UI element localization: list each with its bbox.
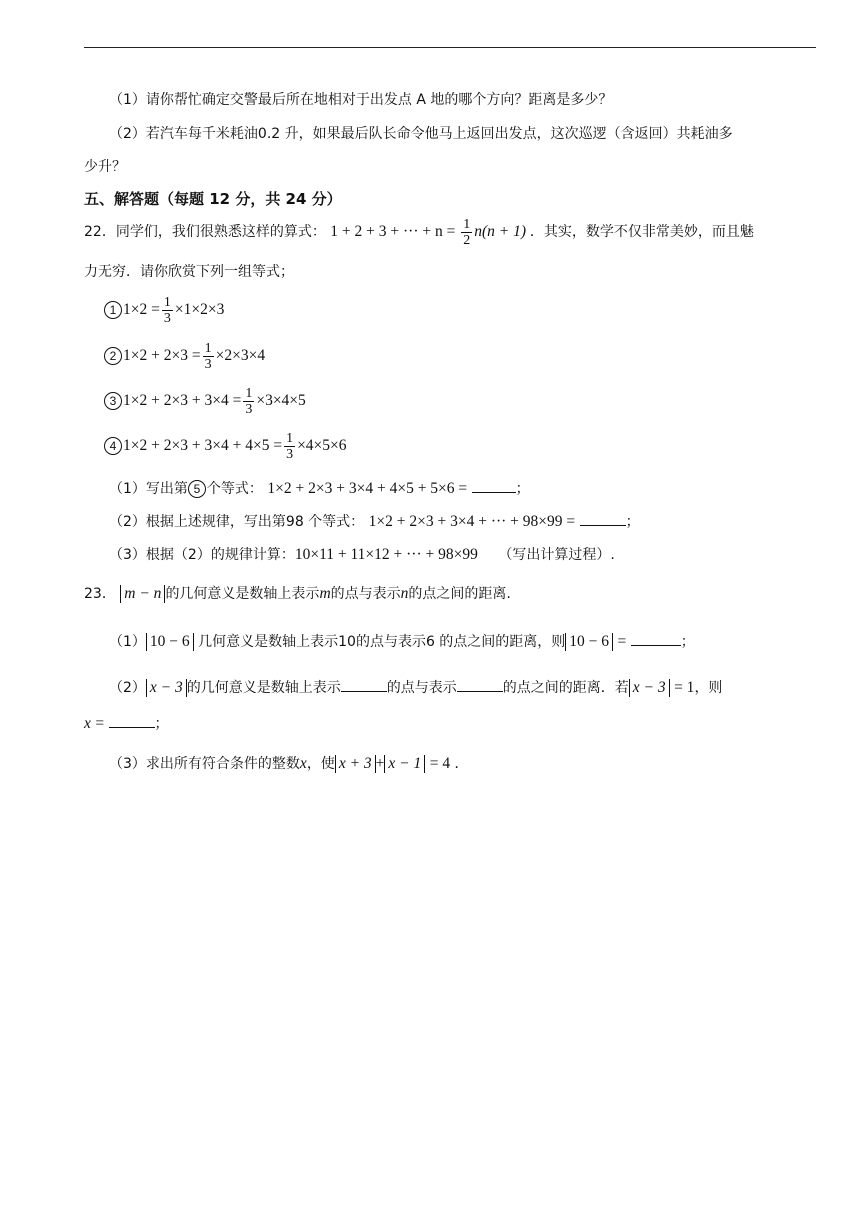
q22-part2: （2）根据上述规律，写出第98 个等式： 1×2 + 2×3 + 3×4 + ··· + 98×99 = ；: [109, 513, 640, 530]
abs-expression: 10 − 6: [146, 633, 194, 651]
equation-3: 3 1×2 + 2×3 + 3×4 = $\frac{1}{3}$ ×3×4×5: [104, 384, 306, 418]
circled-number: 3: [104, 392, 122, 410]
circled-number: 5: [188, 480, 206, 498]
circled-number: 1: [104, 301, 122, 319]
equation-1: 1 1×2 = $\frac{1}{3}$ ×1×2×3: [104, 293, 224, 327]
abs-expression: 10 − 6: [565, 633, 613, 651]
q22-part1: （1）写出第 5 个等式： 1×2 + 2×3 + 3×4 + 4×5 + 5×6 = ；: [109, 480, 530, 497]
q23-part1: （1） 10 − 6 几何意义是数轴上表示10的点与表示6 的点之间的距离，则 10 − 6 = ；: [109, 633, 695, 650]
q21-part2: （2）若汽车每千米耗油0.2 升，如果最后队长命令他马上返回出发点，这次巡逻（含返回）共耗油多: [109, 126, 733, 142]
answer-blank[interactable]: [472, 478, 516, 493]
q22-intro: 22．同学们，我们很熟悉这样的算式： 1 + 2 + 3 + ··· + n = $\frac{1}{2}$ n(n + 1) ．其实，数学不仅非常美妙，而且魅: [84, 216, 754, 248]
q22-part3: （3）根据（2）的规律计算：10×11 + 11×12 + ··· + 98×99 （写出计算过程）.: [109, 546, 615, 563]
fraction-third: $\frac{1}{3}$: [245, 385, 253, 417]
abs-expression: x − 3: [629, 679, 670, 697]
answer-blank[interactable]: [457, 677, 503, 692]
abs-expression: x − 3: [146, 679, 187, 697]
equation-4: 4 1×2 + 2×3 + 3×4 + 4×5 = $\frac{1}{3}$ ×4×5×6: [104, 429, 347, 463]
q23-intro: 23． m − n 的几何意义是数轴上表示m的点与表示n的点之间的距离.: [84, 585, 511, 602]
circled-number: 2: [104, 347, 122, 365]
q23-part2: （2） x − 3 的几何意义是数轴上表示 的点与表示 的点之间的距离．若 x − 3 = 1，则: [109, 679, 723, 696]
fraction-half: $\frac{1}{2}$: [463, 216, 471, 248]
fraction-third: $\frac{1}{3}$: [163, 294, 171, 326]
answer-blank[interactable]: [341, 677, 387, 692]
answer-blank[interactable]: [109, 713, 155, 728]
circled-number: 4: [104, 437, 122, 455]
question-number: 22．: [84, 224, 116, 240]
answer-blank[interactable]: [631, 631, 681, 646]
fraction-third: $\frac{1}{3}$: [204, 340, 212, 372]
fraction-third: $\frac{1}{3}$: [286, 430, 294, 462]
q21-part1: （1）请你帮忙确定交警最后所在地相对于出发点 A 地的哪个方向？距离是多少？: [109, 92, 613, 108]
header-rule: [84, 47, 816, 48]
equation-2: 2 1×2 + 2×3 = $\frac{1}{3}$ ×2×3×4: [104, 339, 265, 373]
answer-blank[interactable]: [580, 511, 626, 526]
abs-expression: x + 3: [335, 755, 376, 773]
section-heading: 五、解答题（每题 12 分，共 24 分）: [84, 190, 342, 208]
q23-part2-cont: x = ；: [84, 715, 169, 732]
q22-intro-cont: 力无穷．请你欣赏下列一组等式；: [84, 264, 294, 280]
question-number: 23．: [84, 586, 116, 602]
abs-expression: x − 1: [384, 755, 425, 773]
sum-formula: 1 + 2 + 3 + ··· + n = $\frac{1}{2}$ n(n + 1): [330, 216, 527, 248]
abs-expression: m − n: [120, 585, 165, 603]
q23-part3: （3）求出所有符合条件的整数x，使 x + 3 + x − 1 = 4 ．: [109, 755, 469, 772]
q21-part2-cont: 少升？: [84, 159, 126, 175]
